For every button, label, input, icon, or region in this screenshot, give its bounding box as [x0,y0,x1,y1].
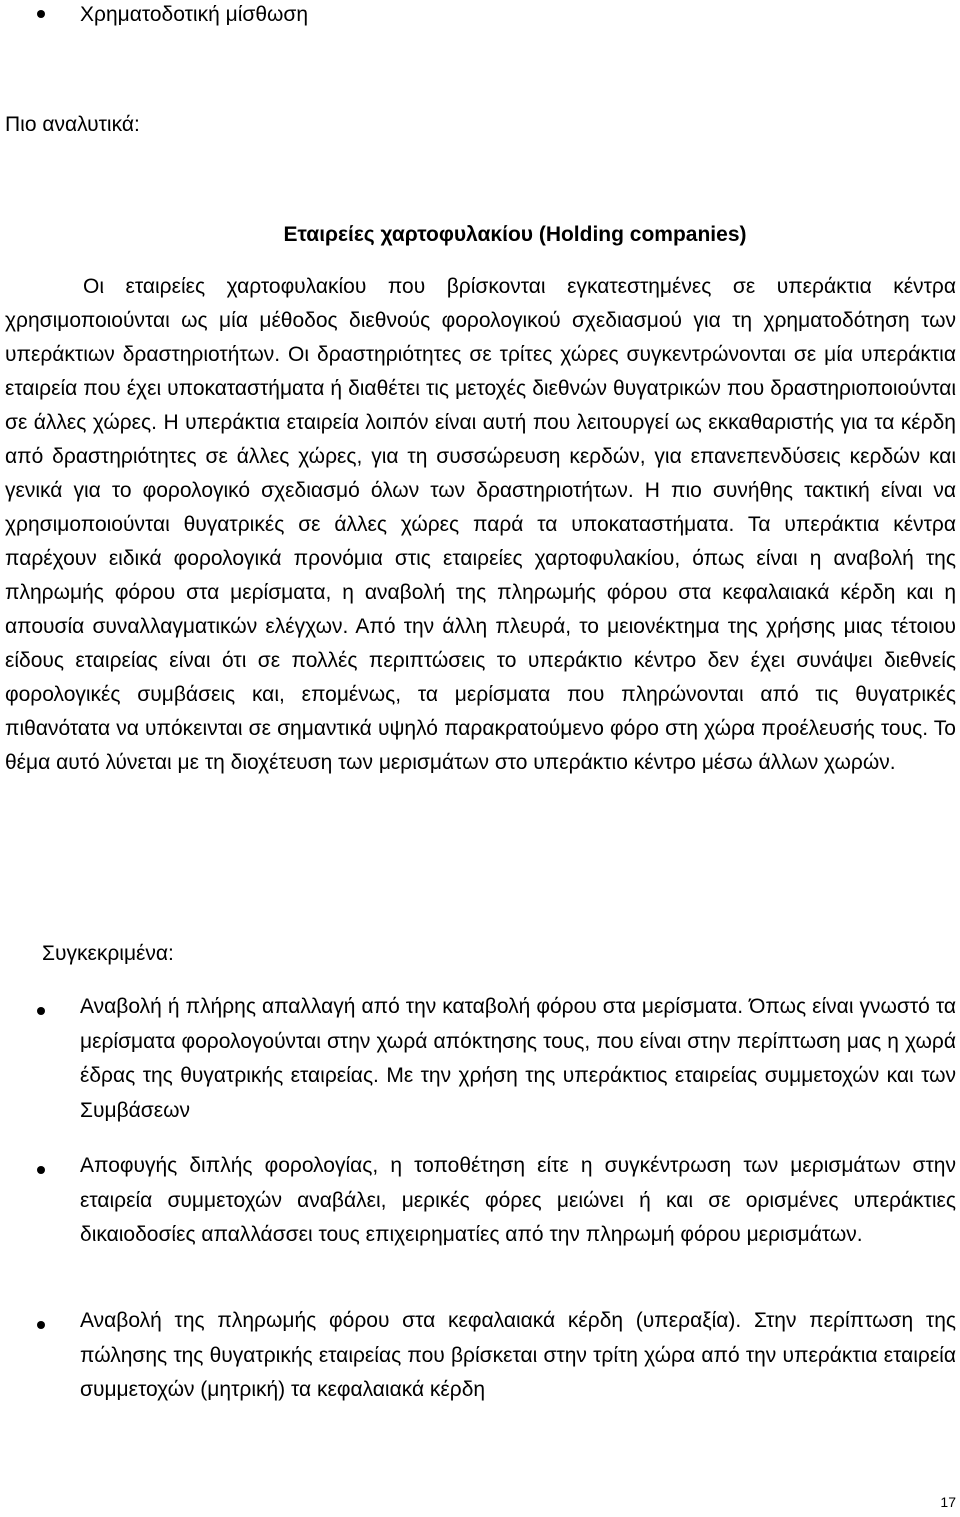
main-paragraph: Οι εταιρείες χαρτοφυλακίου που βρίσκονται εγκατεστημένες σε υπεράκτια κέντρα χρησιμοποιούνται ως μία μέθοδος διεθνούς φορολογικού σχεδιασμού για τη χρηματοδότηση των υπεράκτιων δραστηριοτήτων. Οι δραστηριότητες σε τρίτες χώρες συγκεντρώνονται σε μία υπεράκτια εταιρεία που έχει υποκαταστήματα ή διαθέτει τις μετοχές διεθνών θυγατρικών που δραστηριοποιούνται σε άλλες χώρες. Η υπεράκτια εταιρεία λοιπόν είναι αυτή που λειτουργεί ως εκκαθαριστής για τα κέρδη από δραστηριότητες σε άλλες χώρες, για τη συσσώρευση κερδών, για επανεπενδύσεις κερδών και γενικά για το φορολογικό σχεδιασμό όλων των δραστηριοτήτων. Η πιο συνήθης τακτική είναι να χρησιμοποιούνται θυγατρικές σε άλλες χώρες παρά τα υποκαταστήματα. Τα υπεράκτια κέντρα παρέχουν ειδικά φορολογικά προνόμια στις εταιρείες χαρτοφυλακίου, όπως είναι η αναβολή της πληρωμής φόρου στα μερίσματα, η αναβολή της πληρωμής φόρου στα κεφαλαιακά κέρδη και η απουσία συναλλαγματικών ελέγχων. Από την άλλη πλευρά, το μειονέκτημα της χρήσης μιας τέτοιου είδους εταιρείας είναι ότι σε πολλές περιπτώσεις το υπεράκτιο κέντρο δεν έχει συνάψει διεθνείς φορολογικές συμβάσεις και, επομένως, τα μερίσματα που πληρώνονται από τις θυγατρικές πιθανότατα να υπόκεινται σε σημαντικά υψηλό παρακρατούμενο φόρο στη χώρα προέλευσής τους. Το θέμα αυτό λύνεται με τη διοχέτευση των μερισμάτων στο υπεράκτιο κέντρο μέσω άλλων χωρών. [5,275,956,774]
top-bullet-text: Χρηματοδοτική μίσθωση [80,3,309,26]
list-item-text: Αποφυγής διπλής φορολογίας, η τοποθέτηση είτε η συγκέντρωση των μερισμάτων στην εταιρεία συμμετοχών αναβάλει, μερικές φόρες μειώνει ή και σε ορισμένες υπεράκτιες δικαιοδοσίες απαλλάσσει τους επιχειρηματίες από την πληρωμή φόρου μερισμάτων. [80,1154,956,1246]
specifically-label: Συγκεκριμένα: [42,942,174,965]
bullet-icon [37,1007,45,1015]
bullet-icon [37,1321,45,1329]
bullet-icon [37,1166,45,1174]
intro-label: Πιο αναλυτικά: [5,113,140,136]
page-number: 17 [940,1494,956,1510]
bullet-icon [37,10,45,18]
list-item-text: Αναβολή της πληρωμής φόρου στα κεφαλαιακά κέρδη (υπεραξία). Στην περίπτωση της πώλησης της θυγατρικής εταιρείας που βρίσκεται στην τρίτη χώρα από την υπεράκτια εταιρεία συμμετοχών (μητρική) τα κεφαλαιακά κέρδη [80,1309,956,1401]
section-heading: Εταιρείες χαρτοφυλακίου (Holding companies) [283,223,747,246]
list-item-text: Αναβολή ή πλήρης απαλλαγή από την καταβολή φόρου στα μερίσματα. Όπως είναι γνωστό τα μερίσματα φορολογούνται στην χωρά απόκτησης τους, που είναι στην περίπτωση μας η χωρά έδρας της θυγατρικής εταιρείας. Με την χρήση της υπεράκτιος εταιρείας συμμετοχών και των Συμβάσεων [80,995,956,1122]
